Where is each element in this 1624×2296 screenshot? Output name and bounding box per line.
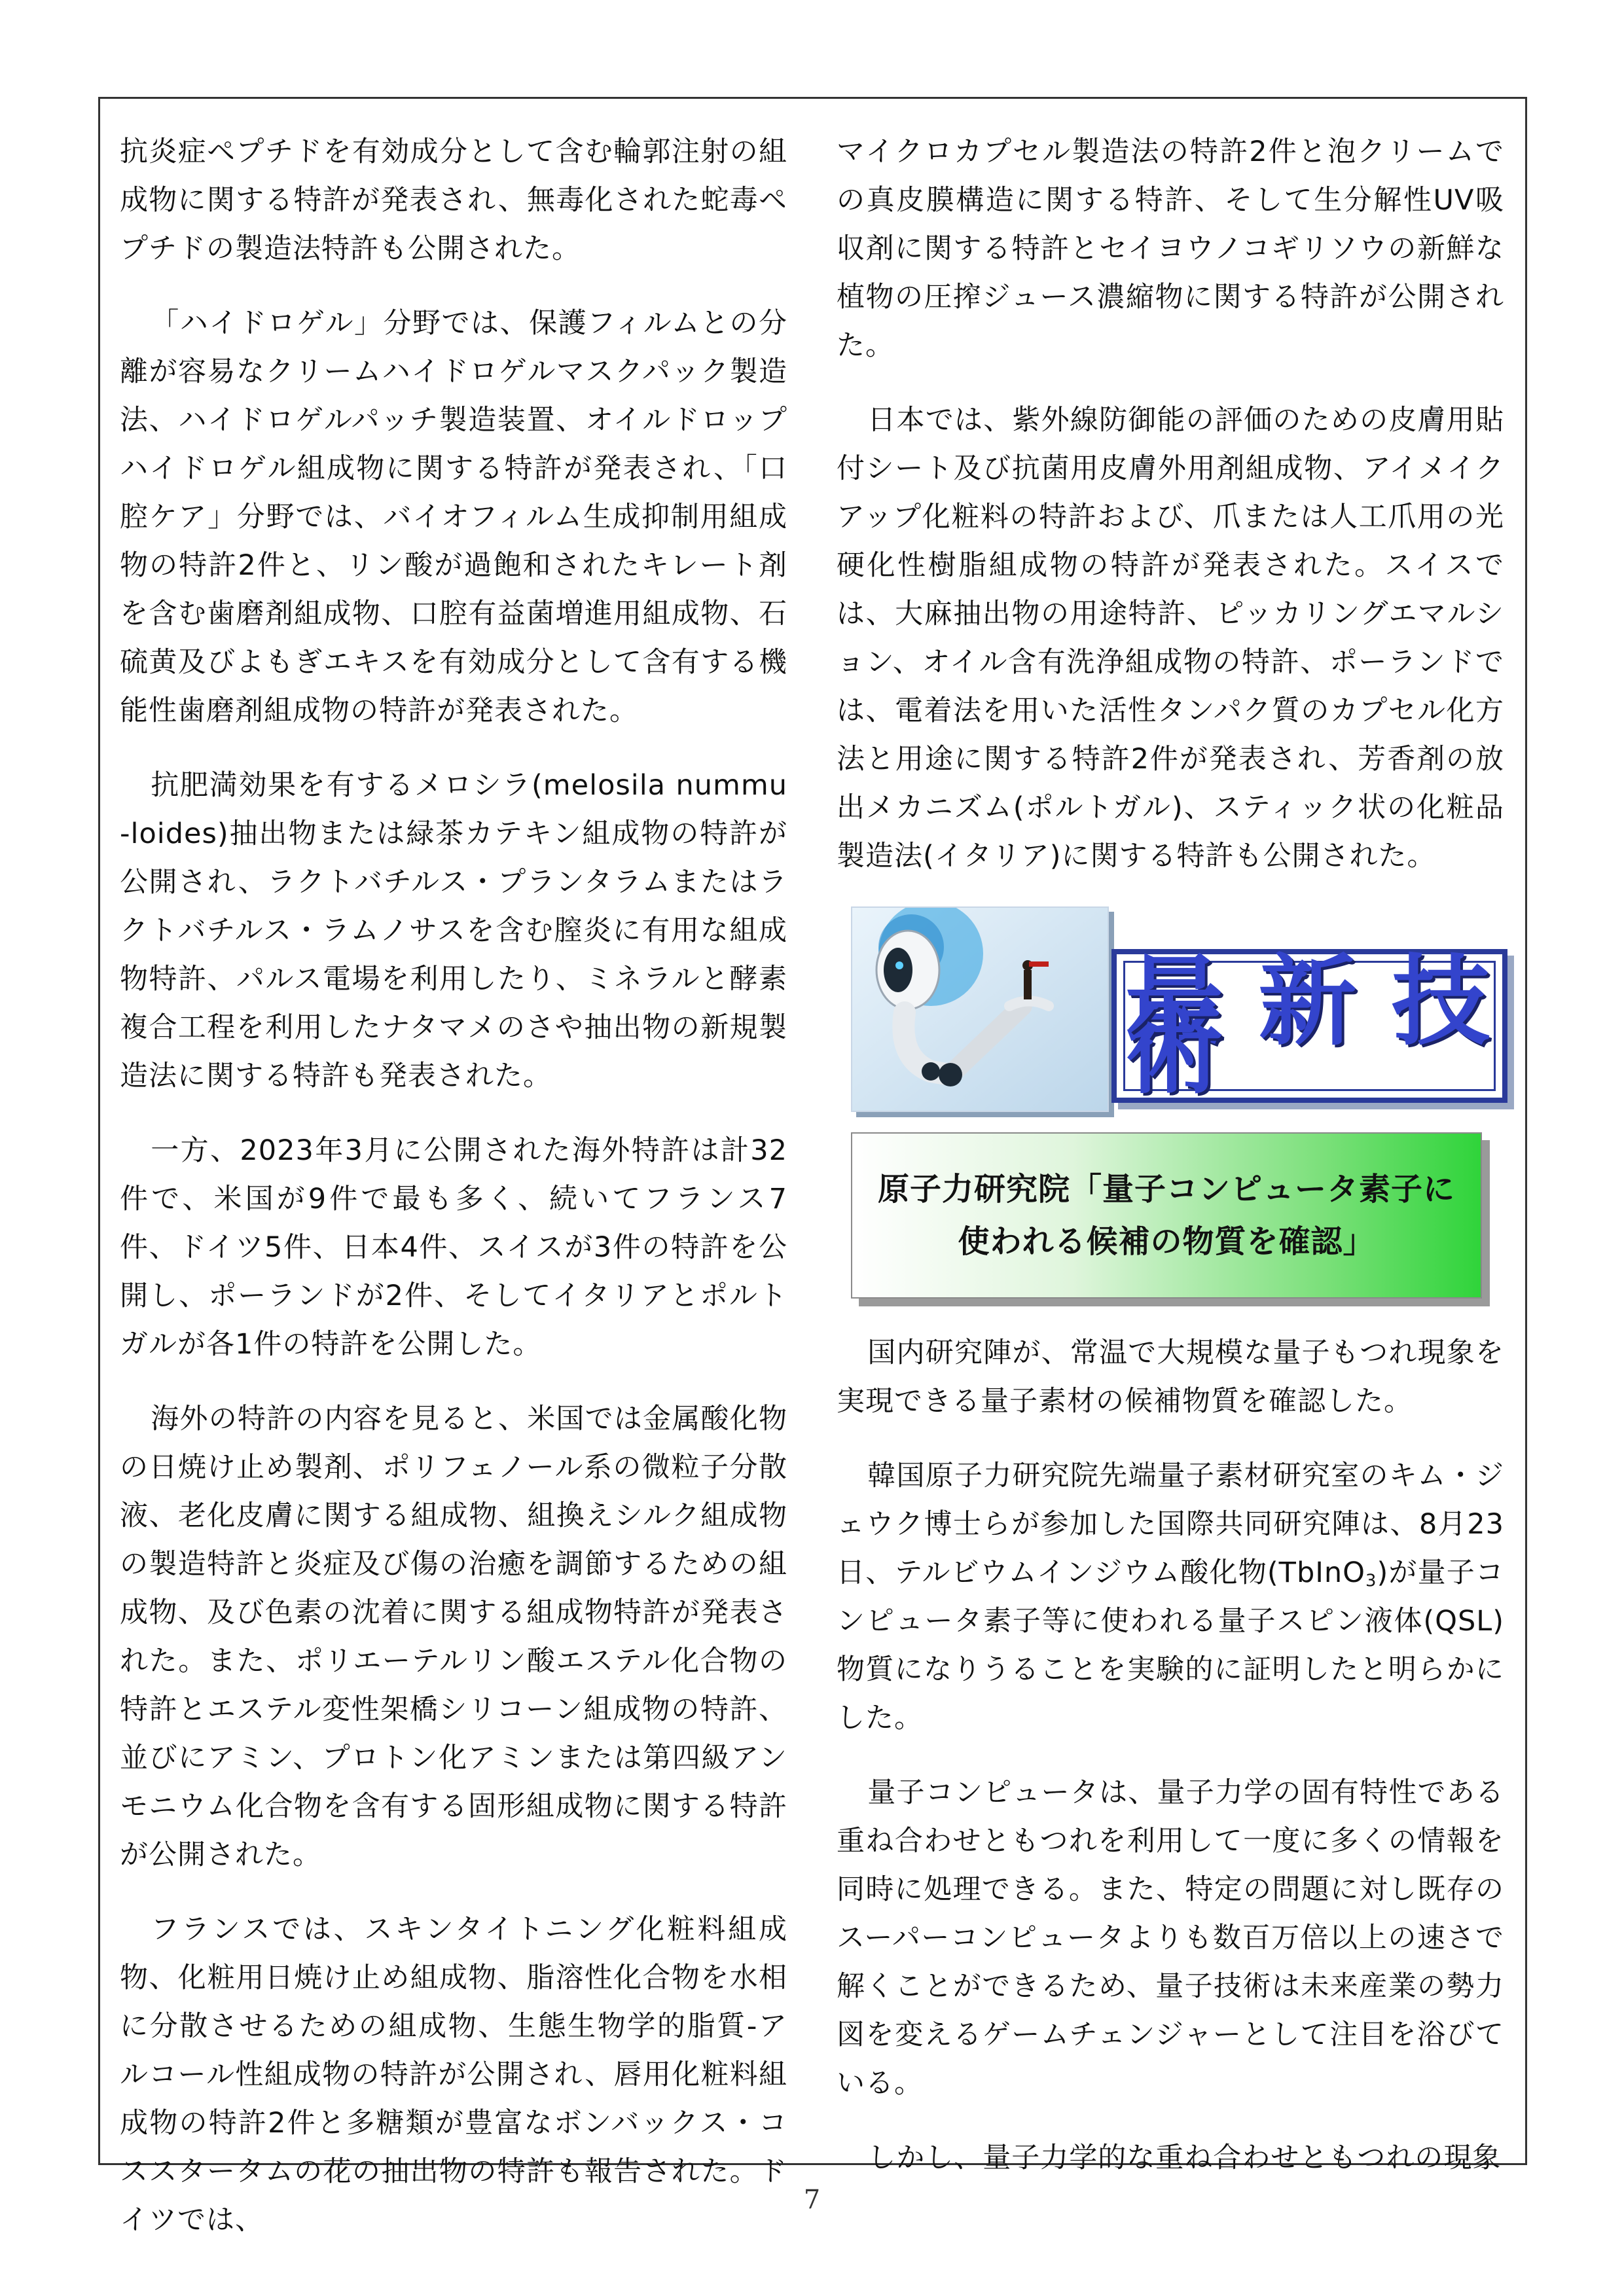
paragraph: マイクロカプセル製造法の特許2件と泡クリームでの真皮膜構造に関する特許、そして生分解性UV吸収剤に関する特許とセイヨウノコギリソウの新鮮な植物の圧搾ジュース濃縮物に関する特許が公開された。 <box>837 135 1504 362</box>
headline-line-1: 原子力研究院「量子コンピュータ素子に <box>877 1171 1455 1208</box>
headline-line-2: 使われる候補の物質を確認」 <box>958 1223 1375 1260</box>
paragraph: 日本では、紫外線防御能の評価のための皮膚用貼付シート及び抗菌用皮膚外用剤組成物、アイメイクアップ化粧料の特許および、爪または人工爪用の光硬化性樹脂組成物の特許が発表された。スイスでは、大麻抽出物の用途特許、ピッカリングエマルション、オイル含有洗浄組成物の特許、ポーランドでは、電着法を用いた活性タンパク質のカプセル化方法と用途に関する特許2件が発表され、芳香剤の放出メカニズム(ポルトガル)、スティック状の化粧品製造法(イタリア)に関する特許も公開された。 <box>837 404 1504 872</box>
paragraph: 国内研究陣が、常温で大規模な量子もつれ現象を実現できる量子素材の候補物質を確認した。 <box>837 1336 1504 1418</box>
paragraph-text: 韓国原子力研究院先端量子素材研究室のキム・ジェウク博士らが参加した国際共同研究陣は、8月23日、テルビウムインジウム酸化物(TbInO <box>837 1460 1504 1589</box>
subscript: 3 <box>1365 1571 1377 1591</box>
headline-banner <box>851 1132 1482 1299</box>
robot-illustration <box>851 906 1109 1112</box>
page-number: 7 <box>803 2185 821 2215</box>
left-column <box>120 128 787 2270</box>
right-column <box>837 128 1504 2208</box>
section-badge-label: 最新技術 <box>1125 944 1494 1107</box>
paragraph: 一方、2023年3月に公開された海外特許は計32件で、米国が9件で最も多く、続いてフランス7件、ドイツ5件、日本4件、スイスが3件の特許を公開し、ポーランドが2件、そしてイタリアとポルトガルが各1件の特許を公開した。 <box>120 1134 787 1361</box>
paragraph: 海外の特許の内容を見ると、米国では金属酸化物の日焼け止め製剤、ポリフェノール系の微粒子分散液、老化皮膚に関する組成物、組換えシルク組成物の製造特許と炎症及び傷の治癒を調節するための組成物、及び色素の沈着に関する組成物特許が発表された。また、ポリエーテルリン酸エステル化合物の特許とエステル変性架橋シリコーン組成物の特許、並びにアミン、プロトン化アミンまたは第四級アンモニウム化合物を含有する固形組成物に関する特許が公開された。 <box>120 1403 787 1871</box>
paragraph: しかし、量子力学的な重ね合わせともつれの現象 <box>867 2142 1502 2174</box>
paragraph: 量子コンピュータは、量子力学の固有特性である重ね合わせともつれを利用して一度に多くの情報を同時に処理できる。また、特定の問題に対し既存のスーパーコンピュータよりも数百万倍以上の速さで解くことができるため、量子技術は未来産業の勢力図を変えるゲームチェンジャーとして注目を浴びている。 <box>837 1776 1504 2100</box>
paragraph: 抗肥満効果を有するメロシラ(melosila nummu-loides)抽出物または緑茶カテキン組成物の特許が公開され、ラクトバチルス・プランタラムまたはラクトバチルス・ラムノサスを含む膣炎に有用な組成物特許、パルス電場を利用したり、ミネラルと酵素複合工程を利用したナタマメのさや抽出物の新規製造法に関する特許も発表された。 <box>120 769 787 1092</box>
paragraph: 「ハイドロゲル」分野では、保護フィルムとの分離が容易なクリームハイドロゲルマスクパック製造法、ハイドロゲルパッチ製造装置、オイルドロップハイドロゲル組成物に関する特許が発表され、「口腔ケア」分野では、バイオフィルム生成抑制用組成物の特許2件と、リン酸が過飽和されたキレート剤を含む歯磨剤組成物、口腔有益菌増進用組成物、石硫黄及びよもぎエキスを有効成分として含有する機能性歯磨剤組成物の特許が発表された。 <box>120 307 787 727</box>
paragraph <box>837 1452 1504 1742</box>
paragraph-text: )が量子コンピュータ素子等に使われる量子スピン液体(QSL)物質になりうることを実験的に証明したと明らかにした。 <box>837 1556 1504 1734</box>
section-header <box>837 906 1504 1302</box>
section-badge <box>1111 944 1507 1107</box>
paragraph: 抗炎症ペプチドを有効成分として含む輪郭注射の組成物に関する特許が発表され、無毒化された蛇毒ペプチドの製造法特許も公開された。 <box>120 135 787 265</box>
paragraph: フランスでは、スキンタイトニング化粧料組成物、化粧用日焼け止め組成物、脂溶性化合物を水相に分散させるための組成物、生態生物学的脂質-アルコール性組成物の特許が公開され、唇用化粧料組成物の特許2件と多糖類が豊富なボンバックス・コススタータムの花の抽出物の特許も報告された。ドイツでは、 <box>120 1913 787 2236</box>
robot-hand-icon <box>852 908 1108 1111</box>
